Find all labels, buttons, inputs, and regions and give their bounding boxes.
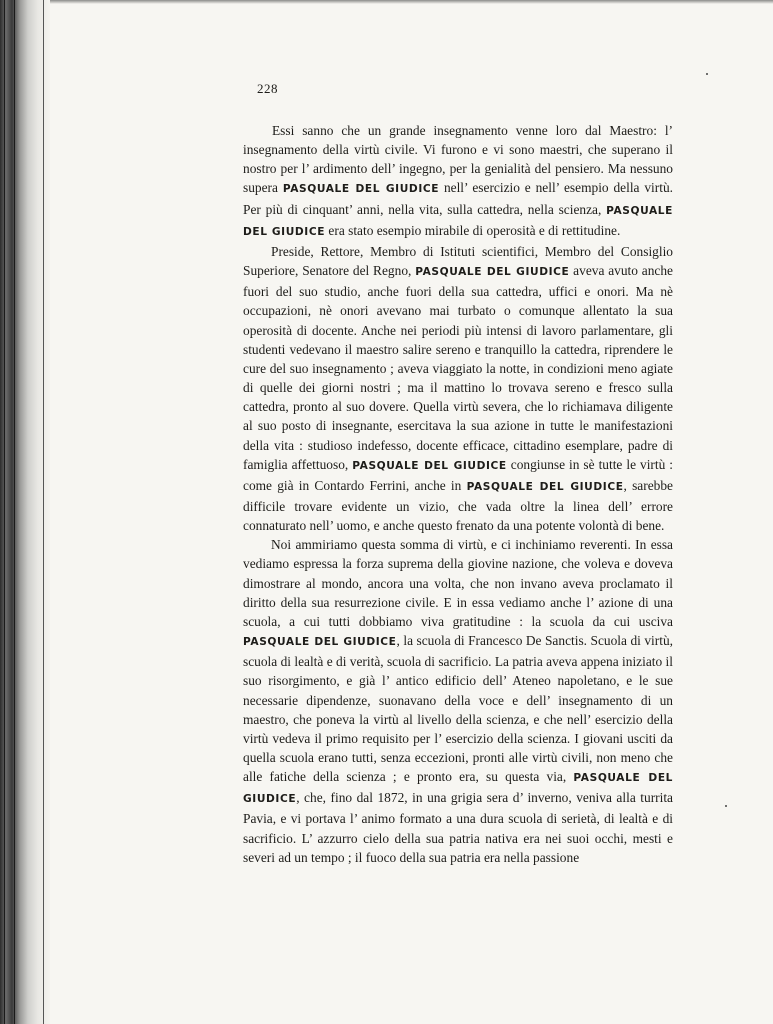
- page-top-edge: [50, 0, 773, 4]
- paper-speck: [725, 805, 727, 807]
- text-run: Noi ammiriamo questa somma di virtù, e ci inchiniamo reverenti. In essa vediamo espressa la forza suprema della giovine nazione, che voleva e doveva dimostrare al mondo, ancora una volta, che non invano aveva proclamato il diritto della sua resurrezione civile. E in essa vediamo anche l’ azione di una scuola, a cui tutti dobbiamo viva gratitudine : la scuola da cui usciva: [243, 537, 673, 629]
- text-run: nell’ esercizio e nell’ esempio della virtù. Per più di cinquant’ anni, nella vita, sulla cattedra, nella scienza,: [243, 180, 673, 217]
- text-run: Essi sanno che un grande insegnamento venne loro dal Maestro: l’ insegnamento della virtù civile. Vi furono e vi sono maestri, che superano il nostro per l’ ardimento dell’ ingegno, per la genialità del pensiero. Ma nessuno supera: [243, 123, 673, 196]
- paragraph: [243, 535, 673, 867]
- text-run: , la scuola di Francesco De Sanctis. Scuola di virtù, scuola di lealtà e di verità, scuola di sacrificio. La patria aveva appena iniziato il suo risorgimento, e già l’ antico edificio dell’ Ateneo napoletano, e le sue necessarie dipendenze, suonavano della voce e dell’ insegnamento di un maestro, che poneva la virtù al livello della scienza, e che nell’ esercizio della virtù vedeva il primo requisito per l’ esercizio della scienza. I giovani usciti da quella scuola erano tutti, senza eccezioni, pronti alle virtù civili, non meno che alle fatiche della scienza ; e pronto era, su questa via,: [243, 633, 673, 785]
- person-name: PASQUALE DEL GIUDICE: [243, 636, 397, 649]
- person-name: PASQUALE DEL GIUDICE: [243, 772, 674, 806]
- page-number: 228: [257, 81, 278, 96]
- text-run: congiunse in sè tutte le virtù : come già in Contardo Ferrini, anche in: [243, 456, 674, 493]
- text-run: , che, fino dal 1872, in una grigia sera d’ inverno, veniva alla turrita Pavia, e vi portava l’ animo formato a una dura scuola di serietà, di lealtà e di sacrificio. L’ azzurro cielo della sua patria nativa era nei suoi occhi, mesti e severi ad un tempo ; il fuoco della sua patria era nella passione: [243, 790, 673, 865]
- person-name: PASQUALE DEL GIUDICE: [243, 204, 673, 238]
- person-name: PASQUALE DEL GIUDICE: [415, 266, 570, 279]
- paragraph: [243, 121, 673, 242]
- person-name: PASQUALE DEL GIUDICE: [466, 480, 624, 493]
- text-run: era stato esempio mirabile di operosità e di rettitudine.: [325, 222, 621, 238]
- person-name: PASQUALE DEL GIUDICE: [282, 183, 440, 196]
- text-run: Preside, Rettore, Membro di Istituti scientifici, Membro del Consiglio Superiore, Senatore del Regno,: [243, 243, 673, 279]
- person-name: PASQUALE DEL GIUDICE: [352, 459, 507, 472]
- binding-line: [43, 0, 44, 1024]
- paper-speck: [706, 73, 708, 75]
- binding-line: [14, 0, 15, 1024]
- text-run: , sarebbe difficile trovare evidente un vizio, che vada oltre la linea dell’ errore connaturato nell’ uomo, e anche questo frenato da una potente volontà di bene.: [243, 477, 673, 534]
- body-text: [243, 121, 673, 867]
- binding-line: [4, 0, 5, 1024]
- paragraph: [243, 242, 673, 535]
- text-run: aveva avuto anche fuori del suo studio, anche fuori della sua cattedra, uffici e onori. Ma nè occupazioni, nè onori avevano mai turbato o comunque allentato la sua operosità di docente. Anche nei periodi più intensi di lavoro parlamentare, gli studenti vedevano il maestro salire sereno e tranquillo la cattedra, riprendere le cure del suo insegnamento ; aveva viaggiato la notte, in condizioni meno agiate di quelle dei giorni nostri ; ma il mattino lo trovava sereno e fresco sulla cattedra, pronto al suo dovere. Quella virtù severa, che lo richiamava diligente al suo posto di insegnante, esercitava la sua azione in tutte le manifestazioni della vita : studioso indefesso, docente efficace, cittadino esemplare, padre di famiglia affettuoso,: [243, 263, 673, 472]
